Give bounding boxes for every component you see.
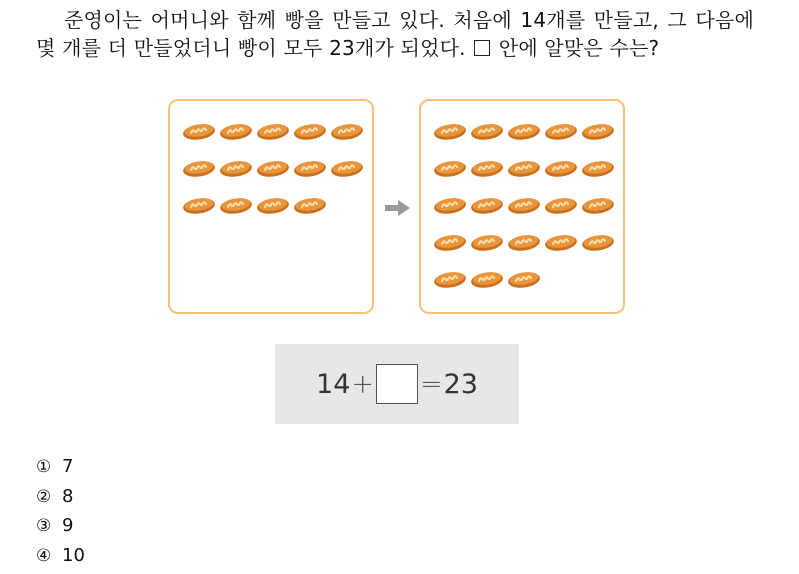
bread-icon: [182, 195, 216, 215]
bread-icon: [293, 158, 327, 178]
equation: [275, 344, 519, 424]
bread-icon: [433, 121, 467, 141]
question-text-part1: 준영이는 어머니와 함께 빵을 만들고 있다. 처음에 14개를 만들고, 그 다음에 몇 개를 더 만들었더니 빵이 모두 23개가 되었다.: [36, 8, 754, 60]
bread-icon: [470, 158, 504, 178]
bread-icon: [544, 232, 578, 252]
bread-icon: [182, 158, 216, 178]
bread-icon: [293, 121, 327, 141]
bread-icon: [256, 195, 290, 215]
before-panel: [168, 99, 374, 314]
bread-icon: [581, 121, 615, 141]
bread-icon: [256, 158, 290, 178]
bread-icon: [507, 158, 541, 178]
right-arrow-icon: [385, 199, 411, 217]
bread-icon: [544, 195, 578, 215]
question-text: [36, 6, 754, 62]
bread-icon: [433, 195, 467, 215]
bread-icon: [581, 232, 615, 252]
equation-right-number: 23: [443, 368, 478, 400]
bread-icon: [219, 158, 253, 178]
bread-icon: [470, 232, 504, 252]
bread-icon: [507, 121, 541, 141]
equals-sign: =: [420, 368, 443, 400]
equation-left-number: 14: [316, 368, 351, 400]
choice-4[interactable]: ④ 10: [36, 544, 85, 566]
bread-icon: [507, 195, 541, 215]
after-panel: [419, 99, 625, 314]
bread-icon: [470, 269, 504, 289]
bread-icon: [219, 195, 253, 215]
plus-sign: +: [351, 368, 374, 400]
bread-icon: [182, 121, 216, 141]
bread-icon: [470, 121, 504, 141]
bread-icon: [581, 195, 615, 215]
bread-icon: [256, 121, 290, 141]
bread-icon: [507, 232, 541, 252]
choice-3[interactable]: ③ 9: [36, 515, 74, 536]
bread-icon: [293, 195, 327, 215]
question-text-part2: 안에 알맞은 수는?: [498, 36, 660, 60]
answer-blank-box: [376, 364, 418, 404]
choice-2[interactable]: ② 8: [36, 485, 74, 507]
equation-box: [275, 344, 519, 424]
bread-icon: [544, 158, 578, 178]
bread-icon: [433, 269, 467, 289]
bread-icon: [470, 195, 504, 215]
bread-icon: [330, 121, 364, 141]
answer-choices: [36, 452, 85, 570]
bread-icon: [581, 158, 615, 178]
blank-box-symbol: [474, 40, 490, 56]
bread-icon: [433, 158, 467, 178]
bread-icon: [507, 269, 541, 289]
choice-1[interactable]: ① 7: [36, 456, 74, 477]
bread-icon: [219, 121, 253, 141]
bread-icon: [433, 232, 467, 252]
bread-icon: [330, 158, 364, 178]
bread-icon: [544, 121, 578, 141]
